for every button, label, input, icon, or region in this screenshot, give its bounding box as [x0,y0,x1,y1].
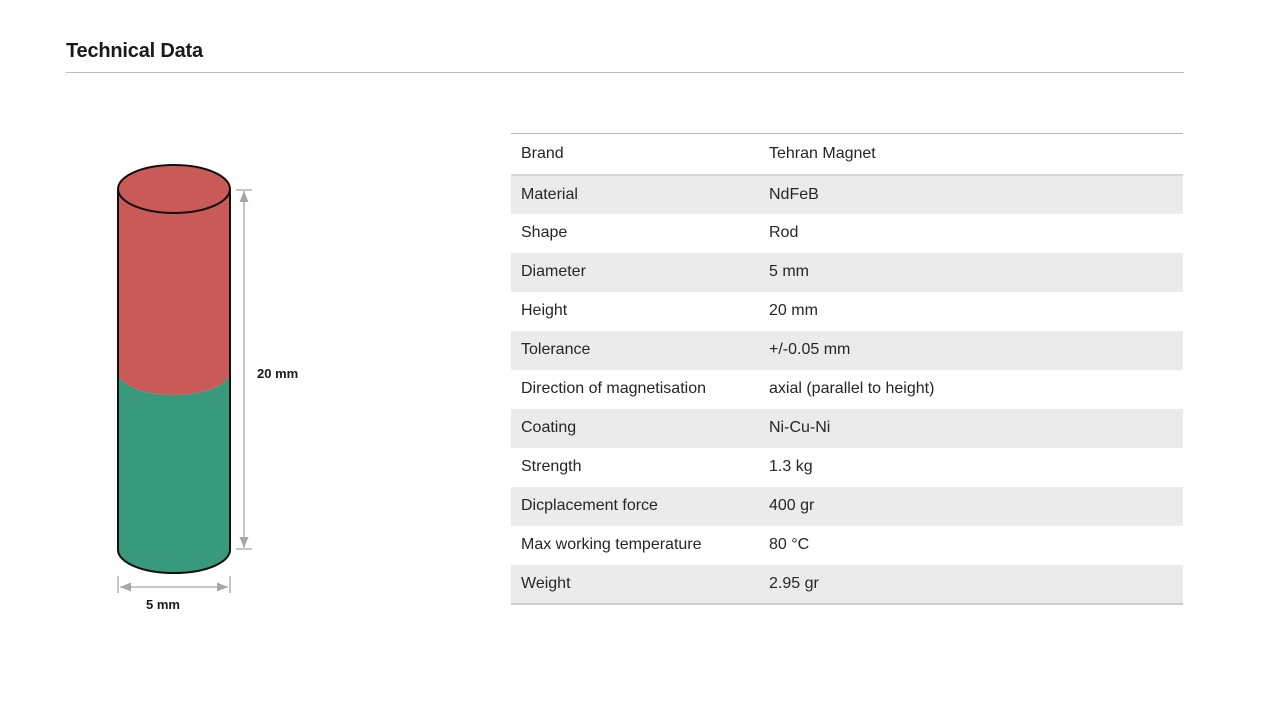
spec-label: Material [521,185,578,203]
spec-label: Diameter [521,263,586,280]
spec-row-max-temperature [511,526,1183,565]
spec-label: Weight [521,574,571,592]
spec-row-brand [511,134,1183,175]
spec-label: Max working temperature [521,536,702,553]
spec-label: Brand [511,134,769,175]
spec-value: 400 gr [769,497,815,514]
magnet-top-face [118,165,230,213]
spec-label: Coating [521,419,577,436]
technical-data-table [511,133,1183,605]
spec-row-displacement-force [511,487,1183,526]
spec-row-strength [511,448,1183,487]
spec-value: +/-0.05 mm [769,341,851,358]
spec-value: 5 mm [769,263,809,280]
spec-value: NdFeB [769,185,819,203]
page-title: Technical Data [66,40,203,62]
spec-value: 80 °C [769,536,810,553]
spec-value: axial (parallel to height) [769,380,935,397]
magnet-south-half [118,372,230,573]
spec-label: Strength [521,458,582,475]
spec-row-diameter [511,253,1183,292]
spec-value: Tehran Magnet [769,134,1183,175]
spec-value: 20 mm [769,302,818,319]
spec-label: Height [521,302,568,319]
spec-label: Dicplacement force [521,497,658,514]
diameter-arrow-right [217,583,228,592]
title-divider [66,72,1184,73]
spec-label: Shape [521,224,568,241]
spec-value: 2.95 gr [769,574,819,592]
height-arrow-down [240,537,249,548]
spec-row-magnetisation [511,370,1183,409]
height-dimension-label: 20 mm [257,366,299,381]
spec-label: Tolerance [521,341,591,358]
spec-row-height [511,292,1183,331]
spec-value: 1.3 kg [769,458,813,475]
diameter-dimension-label: 5 mm [146,597,180,612]
spec-row-tolerance [511,331,1183,370]
height-arrow-up [240,191,249,202]
spec-label: Direction of magnetisation [521,380,706,397]
magnet-diagram [100,150,340,630]
spec-row-shape [511,214,1183,253]
diameter-arrow-left [120,583,131,592]
spec-row-coating [511,409,1183,448]
spec-value: Ni-Cu-Ni [769,419,831,436]
spec-value: Rod [769,224,799,241]
magnet-north-half [118,189,230,395]
spec-row-material [511,175,1183,214]
spec-row-weight [511,565,1183,604]
rod-magnet-illustration [100,150,340,630]
